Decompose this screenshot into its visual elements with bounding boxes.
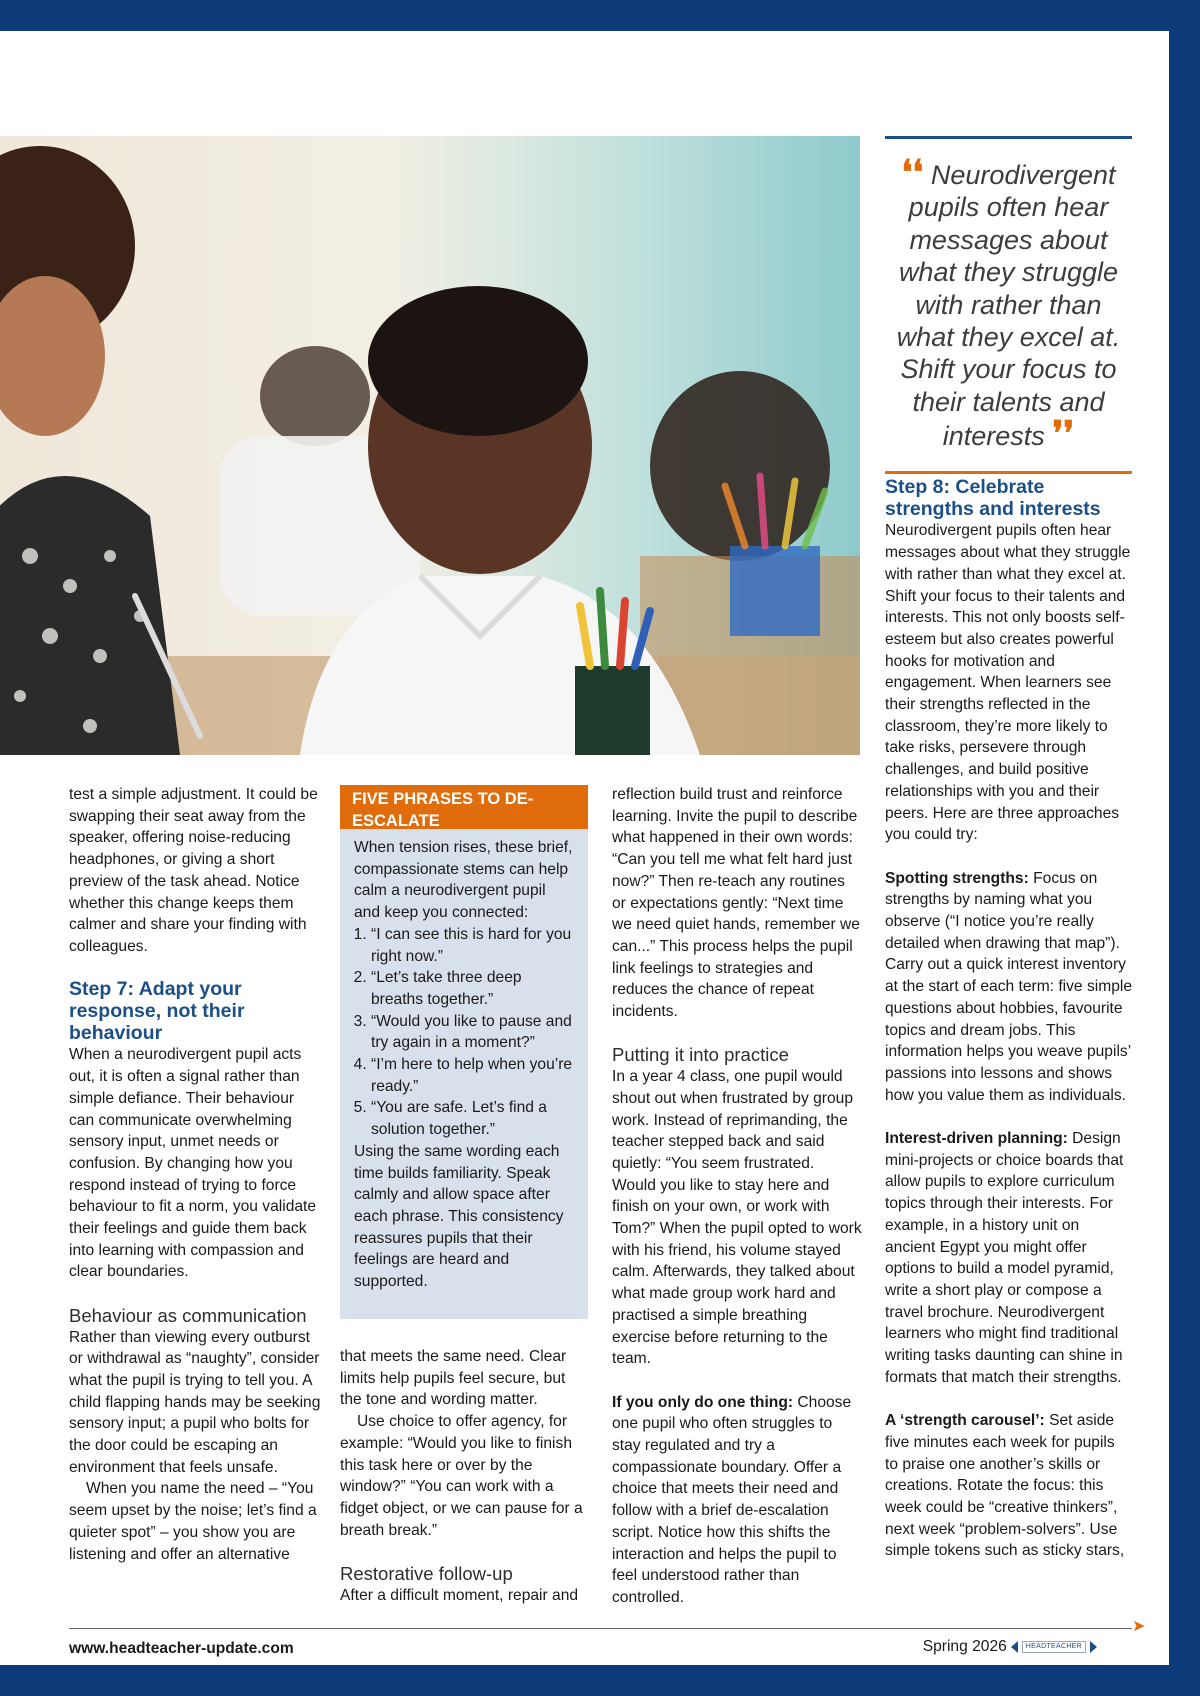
next-page-icon[interactable] <box>1090 1641 1097 1653</box>
run-in-label: Interest-driven planning: <box>885 1130 1068 1148</box>
column-4 <box>885 477 1132 1562</box>
column-1 <box>69 784 321 1565</box>
five-phrases-box <box>340 785 588 1319</box>
paragraph: test a simple adjustment. It could be swapping their seat away from the speaker, offering noise-reducing headphones, or giving a short preview of the task ahead. Notice whether this change keeps them calmer and share your finding with colleagues. <box>69 786 318 955</box>
run-in-label: A ‘strength carousel’: <box>885 1412 1045 1430</box>
box-body <box>340 829 588 1293</box>
paragraph: Use choice to offer agency, for example: “Would you like to finish this task here or over by the window?” “You can work with a fidget object, or we can pause for a breath break.” <box>340 1413 583 1539</box>
paragraph: After a difficult moment, repair and <box>340 1586 579 1604</box>
headteacher-logo: HEADTEACHER <box>1022 1641 1086 1653</box>
paragraph: Interest-driven planning: Design mini-projects or choice boards that allow pupils to explore curriculum topics through their interests. For example, in a history unit on ancient Egypt you might offer options to build a model pyramid, write a short play or compose a travel brochure. Neurodivergent learners who might find traditional writing tasks daunting can shine in formats that match their strengths. <box>885 1130 1124 1386</box>
prev-page-icon[interactable] <box>1011 1641 1018 1653</box>
footer-issue <box>923 1638 1097 1656</box>
phrase-item: 2. “Let’s take three deep breaths together.” <box>371 967 574 1010</box>
footer-url[interactable]: www.headteacher-update.com <box>69 1640 294 1657</box>
paragraph: When you name the need – “You seem upset by the noise; let’s find a quieter spot” – you show you are listening and offer an alternative <box>69 1480 317 1563</box>
heading-step-8: Step 8: Celebrate strengths and interests <box>885 476 1101 520</box>
open-quote-mark: ❛❛ <box>901 153 924 193</box>
issue-date: Spring 2026 <box>922 1638 1007 1655</box>
heading-restorative-follow-up: Restorative follow-up <box>340 1563 513 1585</box>
box-outro: Using the same wording each time builds familiarity. Speak calmly and allow space after each phrase. This consistency reassures pupils that their feelings are heard and supported. <box>354 1142 564 1291</box>
run-in-label: If you only do one thing: <box>612 1393 794 1411</box>
paragraph: reflection build trust and reinforce learning. Invite the pupil to describe what happened in their own words: “Can you tell me what felt hard just now?” Then re-teach any routines or expectations gently: “Next time we need quiet hands, remember we can...” This process helps the pupil link feelings to strategies and reduces the chance of repeat incidents. <box>612 786 860 1021</box>
heading-behaviour-as-communication: Behaviour as communication <box>69 1304 307 1326</box>
paragraph: If you only do one thing: Choose one pupil who often struggles to stay regulated and try a compassionate boundary. Offer a choice that meets their need and follow with a brief de-escalation script. Notice how this shifts the interaction and helps the pupil to feel understood rather than controlled. <box>612 1393 852 1606</box>
classroom-photo <box>0 136 860 755</box>
heading-step-7: Step 7: Adapt your response, not their behaviour <box>69 978 245 1044</box>
paragraph: that meets the same need. Clear limits help pupils feel secure, but the tone and wording matter. <box>340 1348 567 1409</box>
paragraph: When a neurodivergent pupil acts out, it is often a signal rather than simple defiance. Their behaviour can communicate overwhelming sensory input, unmet needs or confusion. By changing how you respond instead of trying to force behaviour to fit a norm, you validate their feelings and guide them back into learning with compassion and clear boundaries. <box>69 1046 317 1281</box>
pull-quote-text: Neurodivergent pupils often hear messages about what they struggle with rather than what they excel at. Shift your focus to their talents and interests <box>896 160 1121 452</box>
pull-quote-bottom-rule <box>885 471 1132 474</box>
heading-putting-into-practice: Putting it into practice <box>612 1044 789 1066</box>
magazine-page <box>0 31 1169 1665</box>
box-intro: When tension rises, these brief, compassionate stems can help calm a neurodivergent pupil and keep you connected: <box>354 839 573 922</box>
column-2 <box>340 1346 590 1606</box>
paragraph: A ‘strength carousel’: Set aside five minutes each week for pupils to praise one another’s skills or creations. Rotate the focus: this week could be “creative thinkers”, next week “problem-solvers”. Use simple tokens such as sticky stars, <box>885 1412 1125 1560</box>
column-3 <box>612 784 862 1609</box>
paragraph: Rather than viewing every outburst or withdrawal as “naughty”, consider what the pupil is trying to tell you. A child flapping hands may be seeking sensory input; a pupil who bolts for the door could be escaping an environment that feels unsafe. <box>69 1328 321 1476</box>
box-title: FIVE PHRASES TO DE-ESCALATE <box>340 785 588 829</box>
paragraph: In a year 4 class, one pupil would shout out when frustrated by group work. Instead of reprimanding, the teacher stepped back and said quietly: “You seem frustrated. Would you like to stay here and finish on your own, or work with Tom?” When the pupil opted to work with his friend, his volume stayed calm. Afterwards, they talked about what made group work hard and practised a simple breathing exercise before returning to the team. <box>612 1068 862 1368</box>
close-quote-mark: ❜❜ <box>1052 414 1075 455</box>
phrase-item: 5. “You are safe. Let’s find a solution together.” <box>371 1097 574 1140</box>
phrase-item: 3. “Would you like to pause and try again in a moment?” <box>371 1011 574 1054</box>
footer-rule <box>69 1628 1132 1629</box>
phrase-item: 4. “I’m here to help when you’re ready.” <box>371 1054 574 1097</box>
classroom-illustration <box>0 136 860 755</box>
pull-quote-body <box>885 139 1132 471</box>
pull-quote <box>885 136 1132 474</box>
phrase-list <box>354 924 574 1141</box>
phrase-item: 1. “I can see this is hard for you right now.” <box>371 924 574 967</box>
paragraph: Neurodivergent pupils often hear messages about what they struggle with rather than what they excel at. Shift your focus to their talents and interests. This not only boosts self-esteem but also creates powerful hooks for motivation and engagement. When learners see their strengths reflected in the classroom, they’re more likely to take risks, persevere through challenges, and build positive relationships with you and their peers. Here are three approaches you could try: <box>885 522 1131 844</box>
run-in-label: Spotting strengths: <box>885 869 1029 887</box>
paragraph: Spotting strengths: Focus on strengths by naming what you observe (“I notice you’re really detailed when drawing that map”). Carry out a quick interest inventory at the start of each term: five simple questions about hobbies, favourite topics and dream jobs. This information helps you weave pupils’ passions into lessons and shows how you value them as individuals. <box>885 869 1133 1104</box>
continue-arrow-icon: ➤ <box>1132 1618 1146 1635</box>
